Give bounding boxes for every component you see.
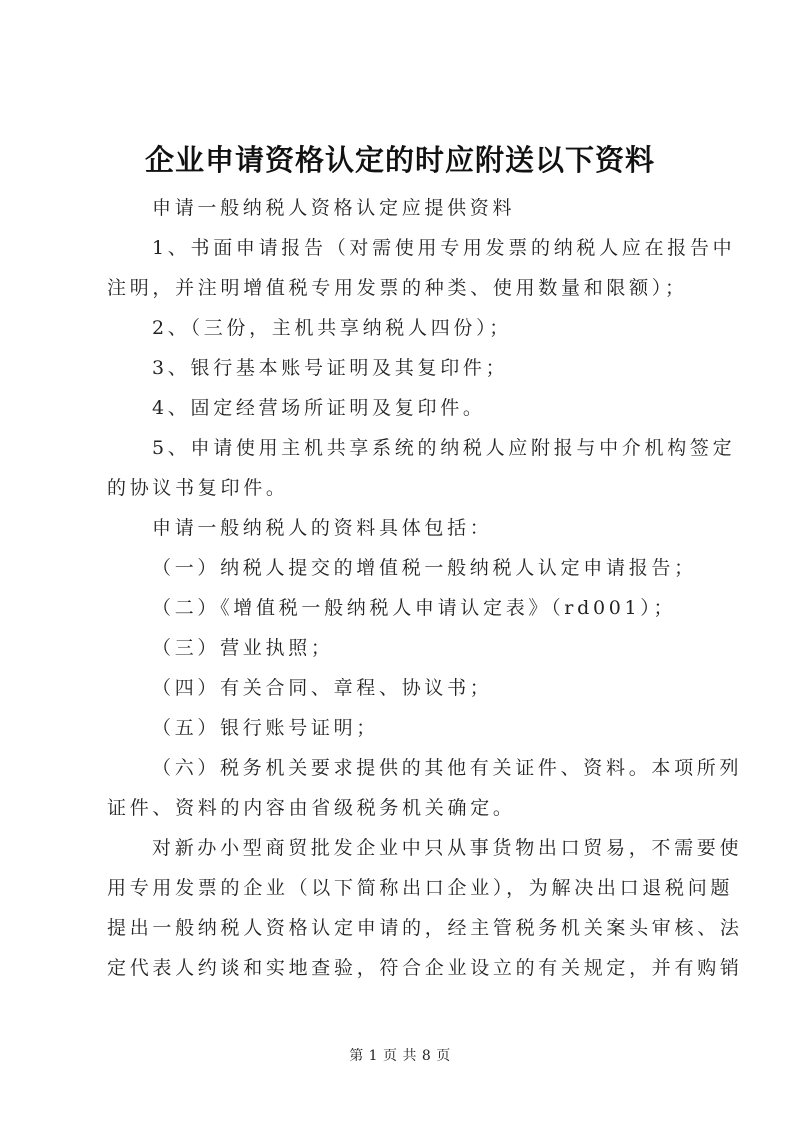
paragraph-line: 的协议书复印件。	[107, 477, 289, 499]
paragraph-line: 提出一般纳税人资格认定申请的，经主管税务机关案头审核、法	[107, 917, 743, 939]
document-body	[107, 188, 743, 988]
list-item: （二）《增值税一般纳税人申请认定表》（rd001）；	[152, 597, 677, 619]
list-item: （三）营业执照；	[152, 637, 334, 659]
paragraph-line: 用专用发票的企业（以下简称出口企业），为解决出口退税问题	[107, 877, 734, 899]
page-number-footer: 第 1 页 共 8 页	[349, 1048, 451, 1064]
document-title: 企业申请资格认定的时应附送以下资料	[144, 143, 655, 177]
paragraph-line: 5、申请使用主机共享系统的纳税人应附报与中介机构签定	[152, 437, 736, 459]
list-item: （五）银行账号证明；	[152, 717, 380, 739]
list-item: （四）有关合同、章程、协议书；	[152, 677, 493, 699]
section-heading: 申请一般纳税人的资料具体包括：	[152, 517, 493, 539]
list-item: （六）税务机关要求提供的其他有关证件、资料。本项所列	[152, 757, 743, 779]
paragraph-line: 2、（三份，主机共享纳税人四份）；	[152, 317, 512, 339]
paragraph-line: 3、银行基本账号证明及其复印件；	[152, 357, 509, 379]
paragraph-line: 对新办小型商贸批发企业中只从事货物出口贸易，不需要使	[152, 837, 743, 859]
paragraph-line: 4、固定经营场所证明及复印件。	[152, 397, 486, 419]
paragraph-line: 定代表人约谈和实地查验，符合企业设立的有关规定，并有购销	[107, 957, 743, 979]
list-item: （一）纳税人提交的增值税一般纳税人认定申请报告；	[152, 557, 697, 579]
section-heading: 申请一般纳税人资格认定应提供资料	[152, 197, 516, 219]
list-item-continuation: 证件、资料的内容由省级税务机关确定。	[107, 797, 516, 819]
paragraph-line: 注明，并注明增值税专用发票的种类、使用数量和限额）；	[107, 277, 688, 299]
paragraph-line: 1、书面申请报告（对需使用专用发票的纳税人应在报告中	[152, 237, 736, 259]
